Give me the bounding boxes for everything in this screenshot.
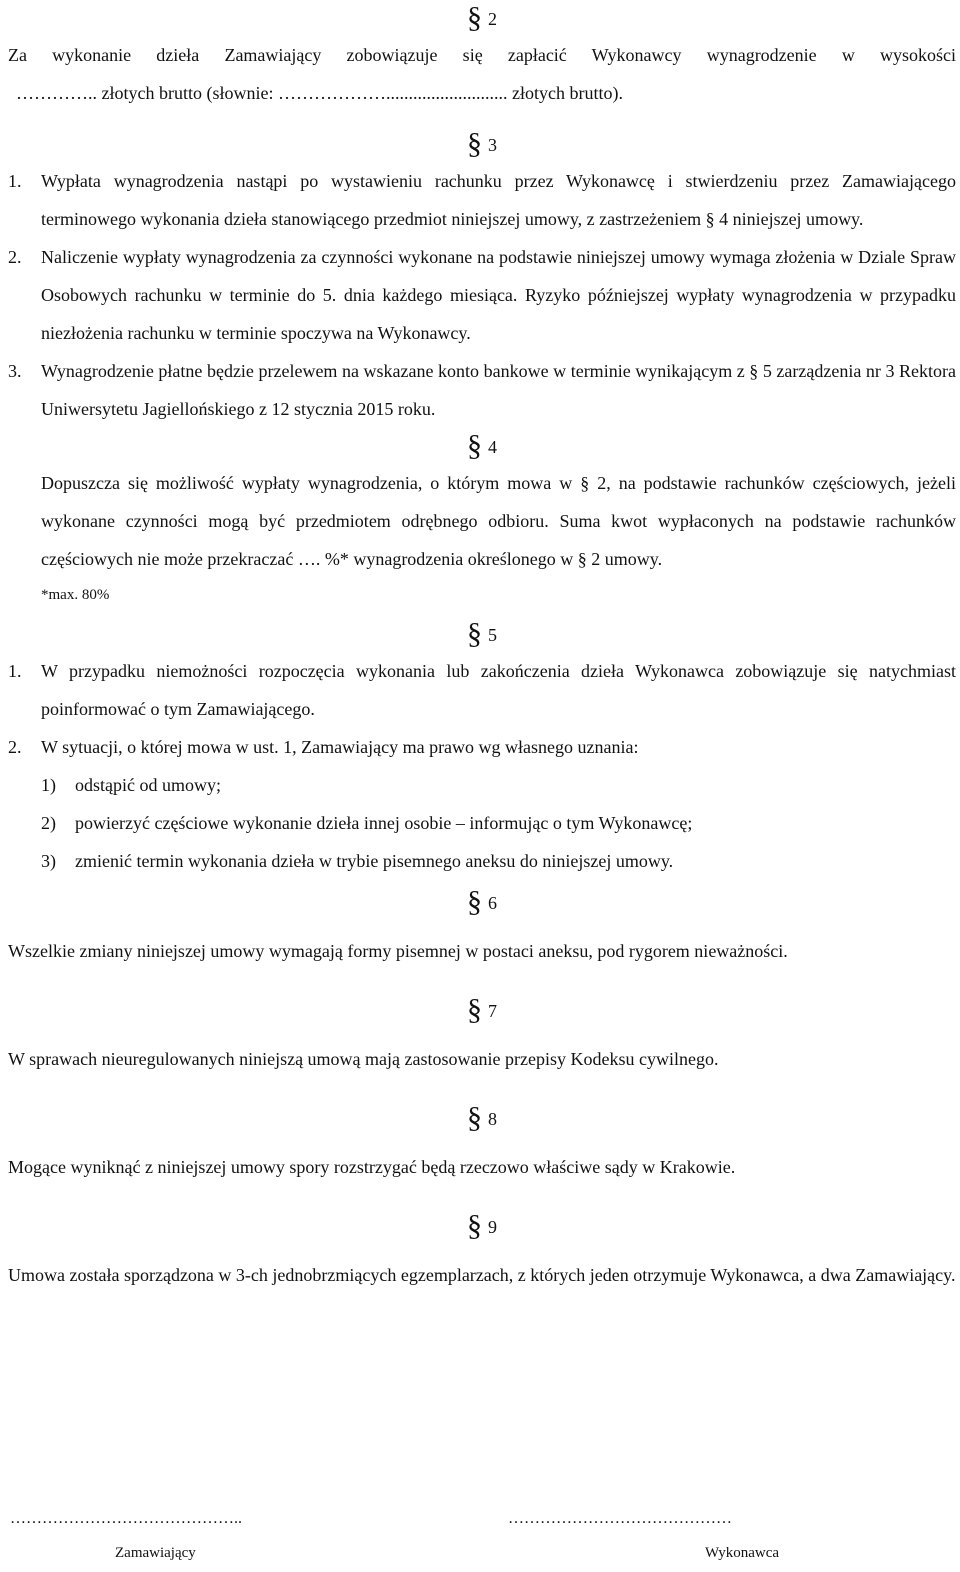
s3-item-1: 1. Wypłata wynagrodzenia nastąpi po wystawieniu rachunku przez Wykonawcę i stwierdzeniu przez Zamawiającego terminowego wykonania dzieła stanowiącego przedmiot niniejszej umowy, z zastrzeżeniem § 4 niniejszej umowy. <box>8 171 956 229</box>
section-heading-4: § 4 <box>467 429 497 462</box>
s5-subitem-2: 2) powierzyć częściowe wykonanie dzieła innej osobie – informując o tym Wykonawcę; <box>41 813 693 833</box>
s2-line-2: ………….. złotych brutto (słownie: ………………........................... złotych brutto). <box>16 83 623 103</box>
section-sign: § <box>467 1 482 34</box>
signature-block <box>0 1500 948 1570</box>
s4-text: Dopuszcza się możliwość wypłaty wynagrodzenia, o którym mowa w § 2, na podstawie rachunków częściowych, jeżeli wykonane czynności mogą być przedmiotem odrębnego odbioru. Suma kwot wypłaconych na podstawie rachunków częściowych nie może przekraczać …. %* wynagrodzenia określonego w § 2 umowy. <box>41 473 956 569</box>
signature-label-left: Zamawiający <box>115 1545 196 1561</box>
section-sign: § <box>467 617 482 650</box>
s7-text: W sprawach nieuregulowanych niniejszą umową mają zastosowanie przepisy Kodeksu cywilnego. <box>8 1049 719 1069</box>
signature-line-right: …………………………………… <box>508 1510 732 1527</box>
section-heading-7: § 7 <box>467 993 497 1026</box>
s8-text: Mogące wyniknąć z niniejszej umowy spory rozstrzygać będą rzeczowo właściwe sądy w Krakowie. <box>8 1157 736 1177</box>
s5-subitem-3: 3) zmienić termin wykonania dzieła w trybie pisemnego aneksu do niniejszej umowy. <box>41 851 674 871</box>
section-heading-5: § 5 <box>467 617 497 650</box>
section-heading-3: § 3 <box>467 127 497 160</box>
section-heading-2: § 2 <box>467 1 497 34</box>
section-sign: § <box>467 1101 482 1134</box>
section-sign: § <box>467 429 482 462</box>
section-sign: § <box>467 993 482 1026</box>
s6-text: Wszelkie zmiany niniejszej umowy wymagają formy pisemnej w postaci aneksu, pod rygorem nieważności. <box>8 941 788 961</box>
s5-item-2: 2. W sytuacji, o której mowa w ust. 1, Zamawiający ma prawo wg własnego uznania: <box>8 737 639 757</box>
section-sign: § <box>467 885 482 918</box>
s3-item-3: 3. Wynagrodzenie płatne będzie przelewem na wskazane konto bankowe w terminie wynikającym z § 5 zarządzenia nr 3 Rektora Uniwersytetu Jagiellońskiego z 12 stycznia 2015 roku. <box>8 361 956 419</box>
signature-label-right: Wykonawca <box>705 1545 780 1561</box>
section-heading-9: § 9 <box>467 1209 497 1242</box>
section-heading-8: § 8 <box>467 1101 497 1134</box>
s5-item-1: 1. W przypadku niemożności rozpoczęcia wykonania lub zakończenia dzieła Wykonawca zobowiązuje się natychmiast poinformować o tym Zamawiającego. <box>8 661 956 719</box>
document-page <box>8 0 956 1294</box>
s9-text: Umowa została sporządzona w 3-ch jednobrzmiących egzemplarzach, z których jeden otrzymuje Wykonawca, a dwa Zamawiający. <box>8 1265 956 1285</box>
s5-subitem-1: 1) odstąpić od umowy; <box>41 775 221 795</box>
signature-line-left: …………………………………….. <box>10 1510 242 1527</box>
section-heading-6: § 6 <box>467 885 497 918</box>
s3-item-2: 2. Naliczenie wypłaty wynagrodzenia za czynności wykonane na podstawie niniejszej umowy wymaga złożenia w Dziale Spraw Osobowych rachunku w terminie do 5. dnia każdego miesiąca. Ryzyko późniejszej wypłaty wynagrodzenia w przypadku niezłożenia rachunku w terminie spoczywa na Wykonawcy. <box>8 247 956 343</box>
section-sign: § <box>467 1209 482 1242</box>
section-sign: § <box>467 127 482 160</box>
s2-line-1: Za wykonanie dzieła Zamawiający zobowiązuje się zapłacić Wykonawcy wynagrodzenie w wysokości <box>8 45 956 65</box>
s4-footnote: *max. 80% <box>41 587 110 603</box>
